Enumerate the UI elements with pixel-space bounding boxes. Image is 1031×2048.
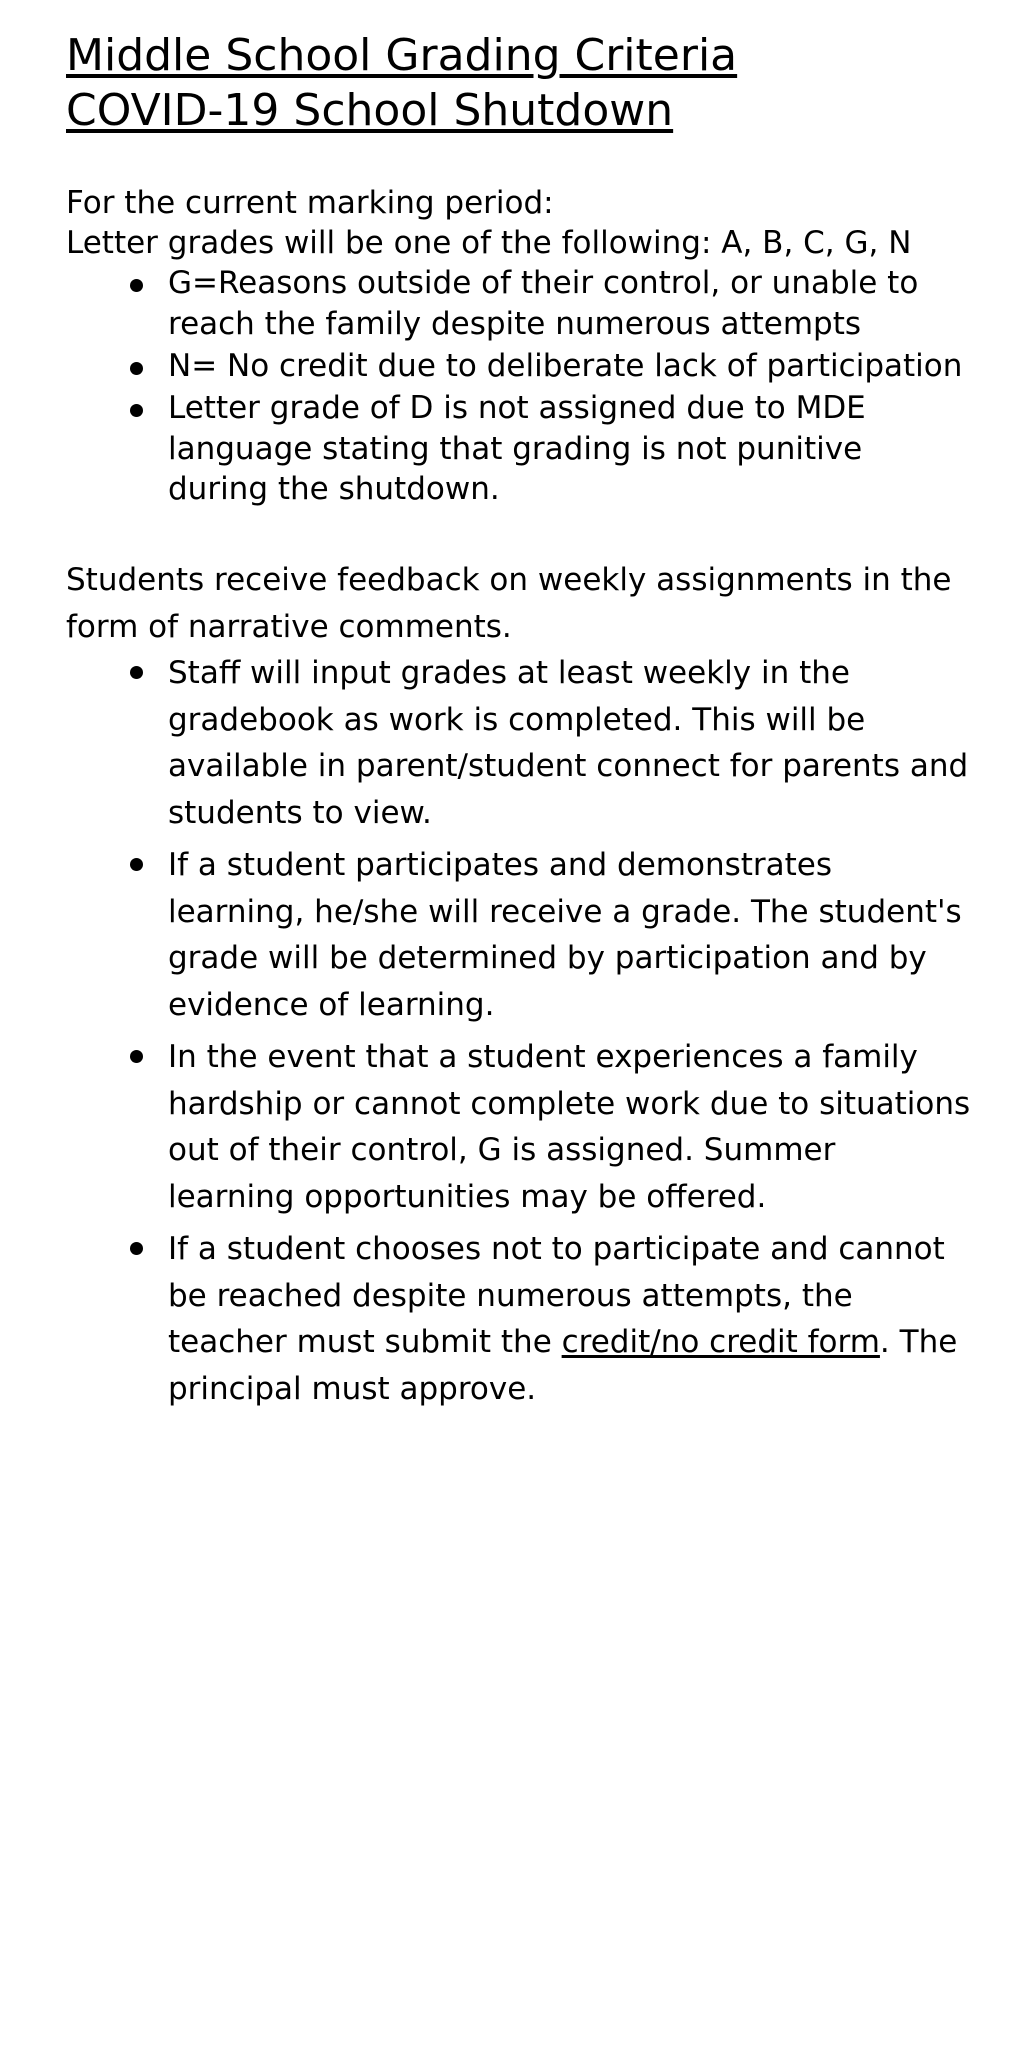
list-item-text: G=Reasons outside of their control, or unable to reach the family despite numerous attempts — [168, 265, 919, 342]
list-item-text: In the event that a student experiences a family hardship or cannot complete work due to situations out of their control, G is assigned. Summer learning opportunities may be offered. — [168, 1039, 971, 1215]
bullet-icon — [130, 1050, 143, 1063]
bullet-icon — [130, 362, 143, 375]
page-title-line-2: COVID-19 School Shutdown — [66, 85, 674, 136]
letter-grades-line: Letter grades will be one of the following: A, B, C, G, N — [66, 224, 912, 261]
bullet-icon — [130, 858, 143, 871]
bullet-icon — [130, 279, 143, 292]
credit-no-credit-form-link[interactable]: credit/no credit form — [561, 1324, 880, 1361]
marking-period-intro-line: For the current marking period: — [66, 185, 554, 221]
grading-criteria-list — [66, 263, 971, 509]
bullet-icon — [130, 1242, 143, 1255]
list-item-text-part-1: If a student chooses not to participate and cannot be reached despite numerous attempts, the teacher must submit the — [168, 1231, 945, 1361]
list-item — [66, 388, 971, 509]
list-item — [66, 650, 971, 836]
list-item — [66, 1034, 971, 1220]
list-item — [66, 346, 971, 386]
bullet-icon — [130, 666, 143, 679]
list-item-text-part-2: . The principal must approve. — [168, 1324, 958, 1407]
list-item-text: Staff will input grades at least weekly in the gradebook as work is completed. This will be available in parent/student connect for parents and students to view. — [168, 655, 969, 831]
feedback-policy-list — [66, 650, 971, 1412]
page-title — [66, 28, 971, 138]
section-spacer — [66, 511, 971, 557]
list-item — [66, 263, 971, 344]
title-spacer — [66, 138, 971, 184]
list-item-text: Letter grade of D is not assigned due to MDE language stating that grading is not punitive during the shutdown. — [168, 390, 866, 507]
list-item-text: If a student participates and demonstrates learning, he/she will receive a grade. The student's grade will be determined by participation and by evidence of learning. — [168, 847, 962, 1023]
list-item-with-link — [66, 1226, 971, 1412]
bullet-icon — [130, 404, 143, 417]
page-title-line-1: Middle School Grading Criteria — [66, 30, 738, 81]
list-item-text: N= No credit due to deliberate lack of participation — [168, 347, 963, 384]
feedback-intro-paragraph: Students receive feedback on weekly assignments in the form of narrative comments. — [66, 562, 952, 645]
list-item — [66, 842, 971, 1028]
